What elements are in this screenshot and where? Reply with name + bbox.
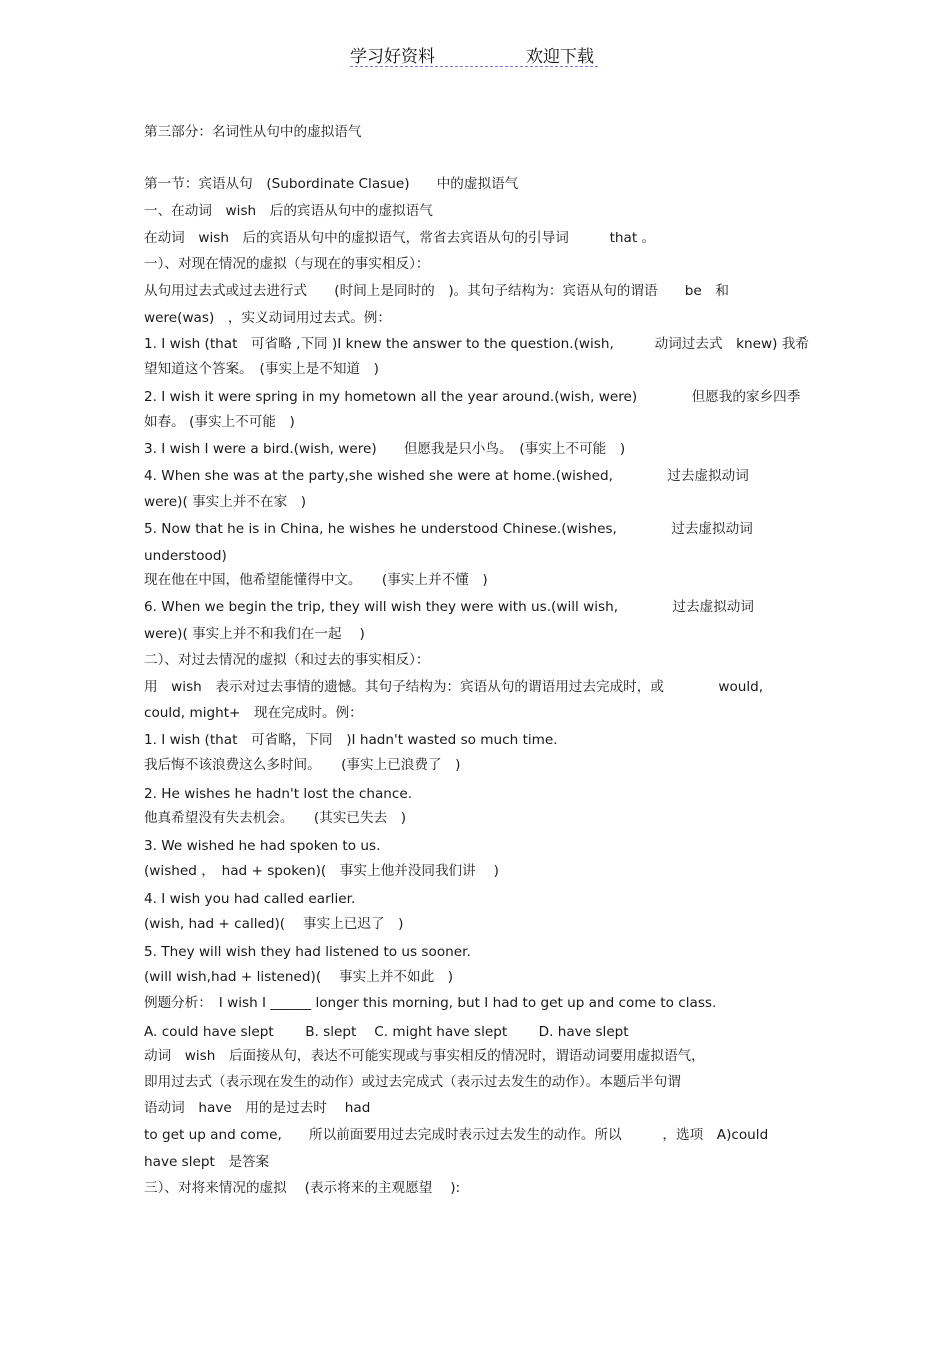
example-line: 如春。 (事实上不可能 ) xyxy=(144,414,295,430)
example-line: 5. They will wish they had listened to us sooner. xyxy=(144,944,471,960)
subsection-title: 第一节：宾语从句 (Subordinate Clasue) 中的虚拟语气 xyxy=(144,176,519,192)
example-line: understood) xyxy=(144,548,227,564)
paragraph-line: 在动词 wish 后的宾语从句中的虚拟语气，常省去宾语从句的引导词 that 。 xyxy=(144,230,656,246)
section-title: 第三部分：名词性从句中的虚拟语气 xyxy=(144,124,362,140)
example-line: 我后悔不该浪费这么多时间。 (事实上已浪费了 ) xyxy=(144,757,461,773)
example-line: 他真希望没有失去机会。 (其实已失去 ) xyxy=(144,810,407,826)
heading-present: 一）、对现在情况的虚拟（与现在的事实相反）： xyxy=(144,256,430,272)
heading-future: 三）、对将来情况的虚拟 (表示将来的主观愿望 ): xyxy=(144,1180,461,1196)
example-line: were)( 事实上并不和我们在一起 ) xyxy=(144,626,365,642)
example-line: were)( 事实上并不在家 ) xyxy=(144,494,307,510)
paragraph-line: 用 wish 表示对过去事情的遗憾。其句子结构为：宾语从句的谓语用过去完成时，或 would, xyxy=(144,679,764,695)
analysis-line: have slept 是答案 xyxy=(144,1154,270,1170)
example-line: (wish, had + called)( 事实上已迟了 ) xyxy=(144,916,404,932)
heading-wish: 一、在动词 wish 后的宾语从句中的虚拟语气 xyxy=(144,203,433,219)
header-right-text: 欢迎下载 xyxy=(526,47,594,67)
heading-past: 二）、对过去情况的虚拟（和过去的事实相反）： xyxy=(144,652,430,668)
paragraph-line: 从句用过去式或过去进行式 (时间上是同时的 )。其句子结构为：宾语从句的谓语 be 和 xyxy=(144,283,729,299)
example-line: 1. I wish (that 可省略，下同 )I hadn't wasted so much time. xyxy=(144,732,558,748)
example-line: (will wish,had + listened)( 事实上并不如此 ) xyxy=(144,969,454,985)
example-line: 5. Now that he is in China, he wishes he understood Chinese.(wishes, 过去虚拟动词 xyxy=(144,521,753,537)
example-line: 3. We wished he had spoken to us. xyxy=(144,838,381,854)
analysis-line: 语动词 have 用的是过去时 had xyxy=(144,1100,371,1116)
example-line: 1. I wish (that 可省略 ,下同 )I knew the answer to the question.(wish, 动词过去式 knew) 我希 xyxy=(144,336,809,352)
example-line: (wished ， had + spoken)( 事实上他并没同我们讲 ) xyxy=(144,863,499,879)
paragraph-line: were(was) ，实义动词用过去式。例： xyxy=(144,310,391,326)
example-line: 现在他在中国，他希望能懂得中文。 (事实上并不懂 ) xyxy=(144,572,488,588)
exercise-question: 例题分析： I wish I ______ longer this morning, but I had to get up and come to class. xyxy=(144,995,717,1011)
analysis-line: 动词 wish 后面接从句，表达不可能实现或与事实相反的情况时，谓语动词要用虚拟语气， xyxy=(144,1048,705,1064)
header-left-text: 学习好资料 xyxy=(350,47,435,67)
example-line: 2. He wishes he hadn't lost the chance. xyxy=(144,786,413,802)
example-line: 望知道这个答案。 (事实上是不知道 ) xyxy=(144,361,379,377)
page-header xyxy=(350,40,598,67)
example-line: 4. When she was at the party,she wished she were at home.(wished, 过去虚拟动词 xyxy=(144,468,749,484)
analysis-line: 即用过去式（表示现在发生的动作）或过去完成式（表示过去发生的动作）。本题后半句谓 xyxy=(144,1074,681,1090)
example-line: 2. I wish it were spring in my hometown all the year around.(wish, were) 但愿我的家乡四季 xyxy=(144,389,801,405)
exercise-options: A. could have slept B. slept C. might have slept D. have slept xyxy=(144,1024,629,1040)
paragraph-line: could, might+ 现在完成时。例： xyxy=(144,705,363,721)
analysis-line: to get up and come, 所以前面要用过去完成时表示过去发生的动作。所以 ，选项 A)could xyxy=(144,1127,769,1143)
example-line: 6. When we begin the trip, they will wish they were with us.(will wish, 过去虚拟动词 xyxy=(144,599,754,615)
example-line: 4. I wish you had called earlier. xyxy=(144,891,356,907)
example-line: 3. I wish I were a bird.(wish, were) 但愿我是只小鸟。 (事实上不可能 ) xyxy=(144,441,626,457)
